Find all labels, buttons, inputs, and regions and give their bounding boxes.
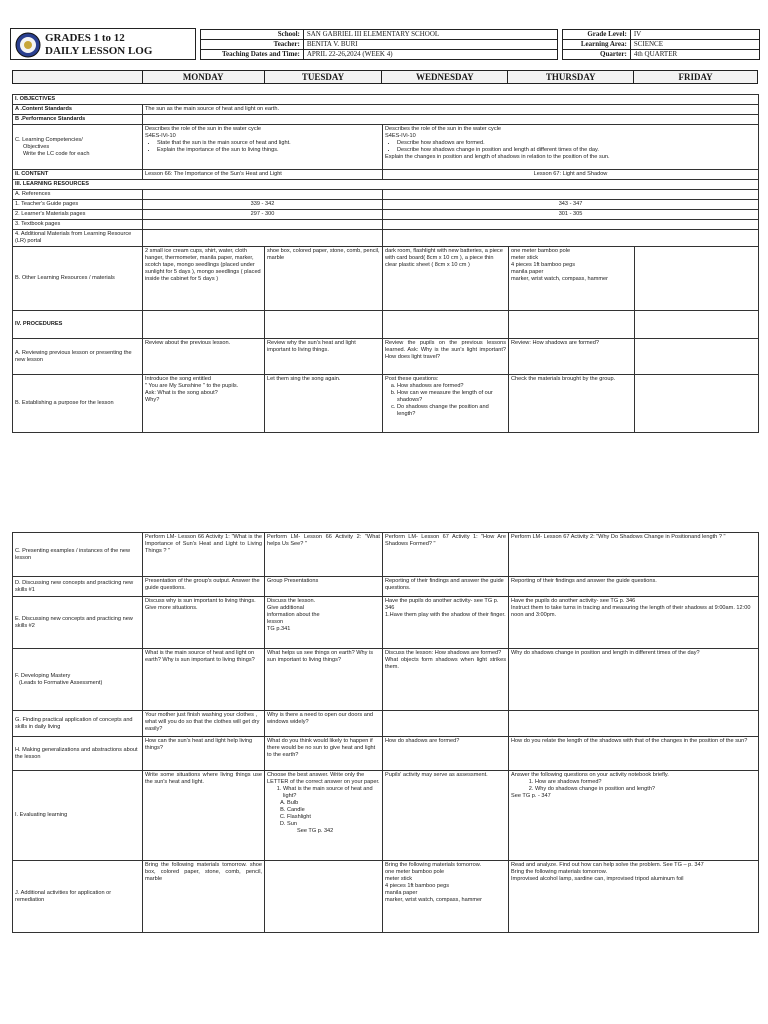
d2-tue-5: TG p.341 bbox=[267, 626, 291, 632]
evaluating-label: I. Evaluating learning bbox=[13, 771, 143, 861]
competencies-label bbox=[13, 125, 143, 170]
mastery-label bbox=[13, 649, 143, 711]
tg-mon-tue: 339 - 342 bbox=[143, 200, 383, 210]
i-thu-1: Answer the following questions on your activity notebook briefly. bbox=[511, 772, 669, 778]
teacher-value: BENITA V. BURI bbox=[303, 40, 557, 50]
deped-seal-icon bbox=[15, 32, 41, 58]
comp-wth-2: S4ES-IVi-10 bbox=[385, 133, 416, 139]
j-wed-6: marker, wrist watch, compass, hammer bbox=[385, 897, 482, 903]
comp-mt-3: • State that the sun is the main source of heat and light. bbox=[157, 140, 380, 147]
days-header bbox=[12, 70, 758, 84]
i-thu-4: See TG p. - 347 bbox=[511, 793, 551, 799]
pur-wed bbox=[383, 375, 509, 433]
j-tue bbox=[265, 861, 383, 933]
info-table-right bbox=[562, 29, 760, 60]
day-thursday: THURSDAY bbox=[508, 71, 634, 84]
other-thu-4: manila paper bbox=[511, 269, 544, 275]
content-wed-fri: Lesson 67: Light and Shadow bbox=[383, 170, 759, 180]
pur-mon-4: Why? bbox=[145, 397, 160, 403]
content-standards-label: A .Content Standards bbox=[13, 105, 143, 115]
pur-mon-2: " You are My Sunshine " to the pupils. bbox=[145, 383, 239, 389]
competencies-label-3: Write the LC code for each bbox=[23, 150, 90, 157]
tg-label: 1. Teacher's Guide pages bbox=[13, 200, 143, 210]
comp-mt-1: Describes the role of the sun in the water cycle bbox=[145, 126, 261, 132]
other-resources-label: B. Other Learning Resources / materials bbox=[13, 247, 143, 311]
references-blank-b bbox=[383, 190, 759, 200]
content-label: II. CONTENT bbox=[13, 170, 143, 180]
grade-value: IV bbox=[630, 30, 759, 40]
j-mon: Bring the following materials tomorrow. shoe box, colored paper, stone, comb, pencil, marble bbox=[143, 861, 265, 933]
i-wed: Pupils' activity may serve as assessment. bbox=[383, 771, 509, 861]
pres-tue: Perform LM- Lesson 66 Activity 2: "What helps Us See? " bbox=[265, 533, 383, 577]
d2-wed bbox=[383, 597, 509, 649]
brand-line1: GRADES 1 to 12 bbox=[45, 32, 125, 44]
d2-wed-1: Have the pupils do another activity- see TG p. 346 bbox=[385, 598, 499, 611]
pur-fri bbox=[635, 375, 759, 433]
lm-mon-tue: 297 - 300 bbox=[143, 210, 383, 220]
j-wed-1: Bring the following materials tomorrow. bbox=[385, 862, 482, 868]
i-tue-a: A. Bulb bbox=[287, 800, 380, 807]
brand-line2: DAILY LESSON LOG bbox=[45, 45, 153, 57]
h-thu: How do you relate the length of the shadows with that of the changes in the position of the sun? bbox=[509, 737, 759, 771]
day-monday: MONDAY bbox=[142, 71, 264, 84]
references-label: A. References bbox=[13, 190, 143, 200]
i-tue-b: B. Candle bbox=[287, 807, 380, 814]
g-mon: Your mother just finish washing your clothes , what will you do so that the clothes will get dry easily? bbox=[143, 711, 265, 737]
d2-tue-4: lesson bbox=[267, 619, 284, 625]
rev-wed: Review the pupils on the previous lessons learned. Ask: Why is the sun's light important? How does light travel? bbox=[383, 339, 509, 375]
textbook-label: 3. Textbook pages bbox=[13, 220, 143, 230]
j-thu-3: Improvised alcohol lamp, sardine can, improvised tripod aluminum foil bbox=[511, 876, 684, 882]
other-thu bbox=[509, 247, 635, 311]
additional-blank-a bbox=[143, 230, 383, 247]
quarter-value: 4th QUARTER bbox=[630, 50, 759, 60]
d2-mon-1: Discuss why is sun important to living things. bbox=[145, 598, 256, 604]
j-wed-4: 4 pieces 1ft bamboo pegs bbox=[385, 883, 450, 889]
g-thu bbox=[509, 711, 759, 737]
lesson-grid-part1 bbox=[12, 94, 759, 433]
comp-wth-4: • Describe how shadows change in position and length at different times of the day. bbox=[397, 147, 756, 154]
procedures-blank-mon bbox=[143, 311, 265, 339]
purpose-label: B. Establishing a purpose for the lesson bbox=[13, 375, 143, 433]
resources-heading: III. LEARNING RESOURCES bbox=[13, 180, 759, 190]
pres-thu: Perform LM- Lesson 67 Activity 2: "Why Do Shadows Change in Positionand length ? " bbox=[509, 533, 759, 577]
i-thu-3: 2. Why do shadows change in position and length? bbox=[535, 786, 756, 793]
comp-wth-5: Explain the changes in position and length of shadows in relation to the position of the sun. bbox=[385, 154, 610, 160]
pur-tue: Let them sing the song again. bbox=[265, 375, 383, 433]
lm-label: 2. Learner's Materials pages bbox=[13, 210, 143, 220]
discuss1-label: D. Discussing new concepts and practicing new skills #1 bbox=[13, 577, 143, 597]
rev-tue: Review why the sun's heat and light important to living things. bbox=[265, 339, 383, 375]
competencies-label-1: C. Learning Competencies/ bbox=[15, 136, 83, 143]
procedures-blank-fri bbox=[635, 311, 759, 339]
comp-wth-3: • Describe how shadows are formed. bbox=[397, 140, 756, 147]
additional-activities-label: J. Additional activities for application or remediation bbox=[13, 861, 143, 933]
pur-wed-1: a. How shadows are formed? bbox=[397, 383, 506, 390]
d1-wed: Reporting of their findings and answer the guide questions. bbox=[383, 577, 509, 597]
j-wed-3: meter stick bbox=[385, 876, 413, 882]
h-wed: How do shadows are formed? bbox=[383, 737, 509, 771]
pres-wed: Perform LM- Lesson 67 Activity 1: "How Are Shadows Formed? " bbox=[383, 533, 509, 577]
other-thu-1: one meter bamboo pole bbox=[511, 248, 571, 254]
m-wed-1: Discuss the lesson: How shadows are formed? bbox=[385, 650, 502, 656]
d2-tue-2: Give additional bbox=[267, 605, 305, 611]
d1-thu: Reporting of their findings and answer the guide questions. bbox=[509, 577, 759, 597]
performance-standards-label: B .Performance Standards bbox=[13, 115, 143, 125]
other-thu-5: marker, wrist watch, compass, hammer bbox=[511, 276, 608, 282]
d2-tue bbox=[265, 597, 383, 649]
other-wed: dark room, flashlight with new batteries, a piece with card board( 8cm x 10 cm ), a piece thin clear plastic sheet ( 8cm x 10 cm ) bbox=[383, 247, 509, 311]
j-thu bbox=[509, 861, 759, 933]
days-blank bbox=[13, 71, 143, 84]
header bbox=[10, 28, 760, 60]
d2-thu bbox=[509, 597, 759, 649]
h-mon: How can the sun's heat and light help living things? bbox=[143, 737, 265, 771]
pur-mon-1: Introduce the song entitled bbox=[145, 376, 211, 382]
mastery-label-1: F. Developing Mastery bbox=[15, 672, 71, 679]
day-wednesday: WEDNESDAY bbox=[382, 71, 508, 84]
school-label: School: bbox=[201, 30, 304, 40]
pur-wed-3: c. Do shadows change the position and length? bbox=[397, 404, 506, 418]
competencies-wed-fri bbox=[383, 125, 759, 170]
d2-tue-1: Discuss the lesson. bbox=[267, 598, 316, 604]
pur-mon bbox=[143, 375, 265, 433]
j-wed-2: one meter bamboo pole bbox=[385, 869, 445, 875]
g-tue: Why is there a need to open our doors and windows widely? bbox=[265, 711, 383, 737]
dates-value: APRIL 22-26,2024 (WEEK 4) bbox=[303, 50, 557, 60]
other-fri bbox=[635, 247, 759, 311]
school-value: SAN GABRIEL III ELEMENTARY SCHOOL bbox=[303, 30, 557, 40]
area-value: SCIENCE bbox=[630, 40, 759, 50]
comp-wth-1: Describes the role of the sun in the water cycle bbox=[385, 126, 501, 132]
i-thu-2: 1. How are shadows formed? bbox=[535, 779, 756, 786]
m-tue: What helps us see things on earth? Why is sun important to living things? bbox=[265, 649, 383, 711]
mastery-label-2: (Leads to Formative Assessment) bbox=[19, 679, 103, 686]
other-thu-3: 4 pieces 1ft bamboo pegs bbox=[511, 262, 576, 268]
lesson-grid-part2 bbox=[12, 532, 759, 933]
j-thu-2: Bring the following materials tomorrow. bbox=[511, 869, 608, 875]
comp-mt-4: • Explain the importance of the sun to living things. bbox=[157, 147, 380, 154]
pur-thu: Check the materials brought by the group. bbox=[509, 375, 635, 433]
i-tue-3: See TG p. 342 bbox=[297, 828, 334, 834]
quarter-label: Quarter: bbox=[563, 50, 631, 60]
teacher-label: Teacher: bbox=[201, 40, 304, 50]
rev-thu: Review: How shadows are formed? bbox=[509, 339, 635, 375]
j-wed bbox=[383, 861, 509, 933]
grade-label: Grade Level: bbox=[563, 30, 631, 40]
i-tue-d: D. Sun bbox=[287, 821, 380, 828]
i-tue bbox=[265, 771, 383, 861]
performance-standards-value bbox=[143, 115, 759, 125]
area-label: Learning Area: bbox=[563, 40, 631, 50]
pur-wed-0: Post these questions: bbox=[385, 376, 439, 382]
dates-label: Teaching Dates and Time: bbox=[201, 50, 304, 60]
day-tuesday: TUESDAY bbox=[264, 71, 382, 84]
j-wed-5: manila paper bbox=[385, 890, 418, 896]
tg-wed-fri: 343 - 347 bbox=[383, 200, 759, 210]
other-tue: shoe box, colored paper, stone, comb, pencil, marble bbox=[265, 247, 383, 311]
procedures-blank-wed bbox=[383, 311, 509, 339]
brand-box bbox=[10, 28, 196, 60]
m-wed-2: What objects form shadows when light strikes them. bbox=[385, 657, 506, 670]
pur-wed-2: b. How can we measure the length of our shadows? bbox=[397, 390, 506, 404]
i-tue-c: C. Flashlight bbox=[287, 814, 380, 821]
rev-fri bbox=[635, 339, 759, 375]
d1-tue: Group Presentations bbox=[265, 577, 383, 597]
i-mon: Write some situations where living things use the sun's heat and light. bbox=[143, 771, 265, 861]
pur-mon-3: Ask: What is the song about? bbox=[145, 390, 218, 396]
m-mon: What is the main source of heat and light on earth? Why is sun important to living things? bbox=[143, 649, 265, 711]
other-thu-2: meter stick bbox=[511, 255, 539, 261]
finding-label: G. Finding practical application of concepts and skills in daily living bbox=[13, 711, 143, 737]
generalization-label: H. Making generalizations and abstractions about the lesson bbox=[13, 737, 143, 771]
procedures-blank-thu bbox=[509, 311, 635, 339]
content-standards-value: The sun as the main source of heat and light on earth. bbox=[143, 105, 759, 115]
competencies-mon-tue bbox=[143, 125, 383, 170]
i-tue-1: Choose the best answer. Write only the LETTER of the correct answer on your paper. bbox=[267, 772, 380, 785]
d1-mon: Presentation of the group's output. Answer the guide questions. bbox=[143, 577, 265, 597]
content-mon-tue: Lesson 66: The Importance of the Sun's Heat and Light bbox=[143, 170, 383, 180]
presenting-label: C. Presenting examples / instances of the new lesson bbox=[13, 533, 143, 577]
references-blank-a bbox=[143, 190, 383, 200]
d2-thu-1: Have the pupils do another activity- see TG p. 346 bbox=[511, 598, 636, 604]
d2-mon-2: Give more situations. bbox=[145, 605, 198, 611]
m-wed bbox=[383, 649, 509, 711]
rev-mon: Review about the previous lesson. bbox=[143, 339, 265, 375]
objectives-heading: I. OBJECTIVES bbox=[13, 95, 759, 105]
i-thu bbox=[509, 771, 759, 861]
h-tue: What do you think would likely to happen if there would be no sun to give heat and light to the earth? bbox=[265, 737, 383, 771]
additional-materials-label: 4. Additional Materials from Learning Resource (LR) portal bbox=[13, 230, 143, 247]
competencies-label-2: Objectives bbox=[23, 143, 50, 150]
i-tue-2: 1. What is the main source of heat and light? bbox=[283, 786, 380, 800]
d2-tue-3: information about the bbox=[267, 612, 320, 618]
textbook-blank-a bbox=[143, 220, 383, 230]
day-friday: FRIDAY bbox=[634, 71, 758, 84]
lm-wed-fri: 301 - 305 bbox=[383, 210, 759, 220]
pres-mon: Perform LM- Lesson 66 Activity 1: "What is the Importance of Sun's Heat and Light to Living Things ? " bbox=[143, 533, 265, 577]
procedures-heading: IV. PROCEDURES bbox=[13, 311, 143, 339]
d2-thu-2: Instruct them to take turns in tracing and measuring the length of their shadows at 9:00am. 12:00 noon and 3:00pm. bbox=[511, 605, 751, 618]
reviewing-label: A. Reviewing previous lesson or presenting the new lesson bbox=[13, 339, 143, 375]
discuss2-label: E. Discussing new concepts and practicing new skills #2 bbox=[13, 597, 143, 649]
textbook-blank-b bbox=[383, 220, 759, 230]
other-mon: 2 small ice cream cups, shirt, water, cloth hanger, thermometer, manila paper, marker, scotch tape, mongo seedlings (placed under sunlight for 5 days ), mongo seedlings ( placed inside the cabinet for 5 days ) bbox=[143, 247, 265, 311]
d2-mon bbox=[143, 597, 265, 649]
m-thu: Why do shadows change in position and length in different times of the day? bbox=[509, 649, 759, 711]
comp-mt-2: S4ES-IVi-10 bbox=[145, 133, 176, 139]
g-wed bbox=[383, 711, 509, 737]
additional-blank-b bbox=[383, 230, 759, 247]
info-table-left bbox=[200, 29, 558, 60]
d2-wed-2: 1.Have them play with the shadow of their finger. bbox=[385, 612, 506, 618]
j-thu-1: Read and analyze. Find out how can help solve the problem. See TG – p. 347 bbox=[511, 862, 704, 868]
procedures-blank-tue bbox=[265, 311, 383, 339]
